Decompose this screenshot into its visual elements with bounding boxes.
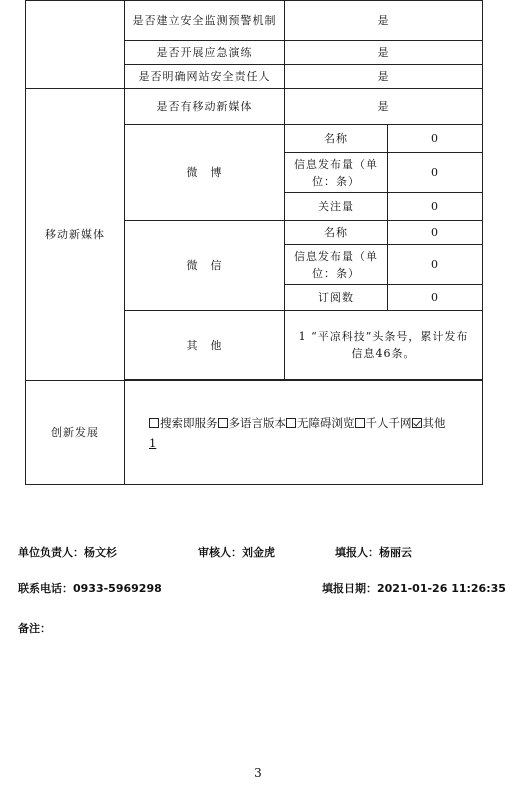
weibo-posts-label: 信息发布量（单位：条） (285, 153, 388, 193)
drill-label: 是否开展应急演练 (125, 41, 285, 65)
early-warning-label: 是否建立安全监测预警机制 (125, 1, 285, 41)
phone: 联系电话：0933-5969298 (18, 582, 162, 595)
mobile-section-label: 移动新媒体 (26, 89, 125, 381)
wechat-subs-value: 0 (388, 285, 483, 311)
early-warning-value: 是 (285, 1, 483, 41)
unit-head: 单位负责人：杨文杉 (18, 546, 117, 559)
responsible-value: 是 (285, 65, 483, 89)
weibo-posts-value: 0 (388, 153, 483, 193)
weibo-label: 微 博 (125, 125, 285, 221)
innovation-option-4[interactable]: 其他 (412, 416, 446, 430)
responsible-label: 是否明确网站安全责任人 (125, 65, 285, 89)
wechat-label: 微 信 (125, 221, 285, 311)
innovation-option-3[interactable]: 千人千网 (355, 416, 412, 430)
wechat-posts-value: 0 (388, 245, 483, 285)
wechat-posts-label: 信息发布量（单位：条） (285, 245, 388, 285)
other-value: 1 “平凉科技”头条号，累计发布信息46条。 (285, 311, 483, 380)
checkbox[interactable] (286, 418, 296, 428)
checked-checkbox[interactable] (412, 418, 422, 428)
fill-date: 填报日期：2021-01-26 11:26:35 (322, 582, 506, 595)
security-section-cell (26, 1, 125, 89)
page-number: 3 (254, 766, 262, 780)
remarks: 备注： (18, 622, 51, 635)
innovation-label: 创新发展 (26, 381, 125, 485)
drill-value: 是 (285, 41, 483, 65)
wechat-name-value: 0 (388, 221, 483, 245)
weibo-followers-value: 0 (388, 193, 483, 221)
checkbox[interactable] (218, 418, 228, 428)
reviewer: 审核人：刘金虎 (198, 546, 275, 559)
weibo-followers-label: 关注量 (285, 193, 388, 221)
wechat-name-label: 名称 (285, 221, 388, 245)
wechat-subs-label: 订阅数 (285, 285, 388, 311)
has-mobile-value: 是 (285, 89, 483, 125)
filler: 填报人：杨丽云 (335, 546, 412, 559)
checkbox[interactable] (149, 418, 159, 428)
innovation-option-2[interactable]: 无障碍浏览 (286, 416, 355, 430)
other-label: 其 他 (125, 311, 285, 380)
innovation-options (125, 381, 483, 485)
innovation-option-0[interactable]: 搜索即服务 (149, 416, 218, 430)
checkbox[interactable] (355, 418, 365, 428)
security-mobile-table (25, 0, 483, 485)
weibo-name-value: 0 (388, 125, 483, 153)
weibo-name-label: 名称 (285, 125, 388, 153)
innovation-option-1[interactable]: 多语言版本 (218, 416, 287, 430)
innovation-other-value: 1 (149, 435, 157, 450)
has-mobile-label: 是否有移动新媒体 (125, 89, 285, 125)
